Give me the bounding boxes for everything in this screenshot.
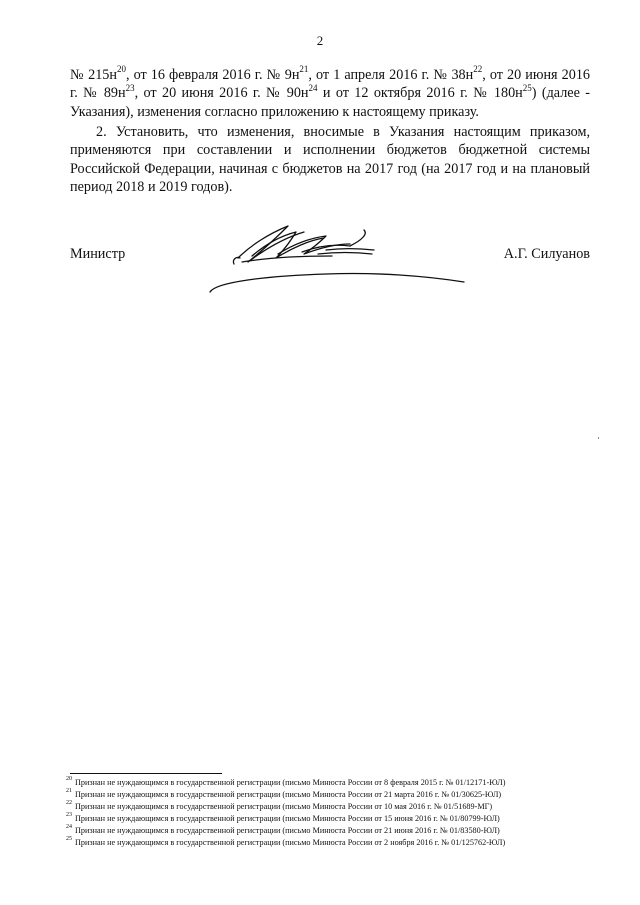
footnote-ref: 20 [116,64,126,75]
footnote-item [66,837,596,849]
footnote-item [66,825,596,837]
footnote-ref: 25 [522,82,532,93]
signature-image [206,210,468,302]
footnote-ref: 21 [299,64,309,75]
paragraph-text: , от 20 июня 2016 г. № 90н [134,85,309,102]
footnote-number: 23 [66,812,72,819]
footnote-number: 22 [66,800,72,807]
footnotes-list [66,777,596,849]
footnote-divider [70,773,222,774]
paragraph-text: ) (далее - Указания), изменения согласно приложению к настоящему приказу. [70,85,590,120]
footnote-item [66,789,596,801]
page-number: 2 [316,33,324,48]
footnote-number: 24 [66,824,72,831]
footnote-text: Признан не нуждающимся в государственной регистрации (письмо Минюста России от 21 июня 2016 г. № 01/83580-ЮЛ) [75,826,500,835]
paragraph-amendments [70,66,590,121]
margin-mark [598,437,599,439]
footnote-item [66,813,596,825]
paragraph-text: , от 1 апреля 2016 г. № 38н [308,67,474,83]
signatory-title: Министр [70,246,126,262]
signatory-name: А.Г. Силуанов [503,246,590,262]
paragraph-text: и от 12 октября 2016 г. № 180н [317,85,523,102]
footnote-text: Признан не нуждающимся в государственной регистрации (письмо Минюста России от 2 ноября 2016 г. № 01/125762-ЮЛ) [75,838,506,847]
footnote-number: 20 [66,776,72,783]
footnote-item [66,801,596,813]
footnote-ref: 23 [125,82,135,93]
paragraph-text: , от 20 июня 2016 г. № 89н [70,67,591,102]
footnote-text: Признан не нуждающимся в государственной регистрации (письмо Минюста России от 21 марта 2016 г. № 01/30625-ЮЛ) [75,790,502,799]
footnote-item [66,777,596,789]
footnote-text: Признан не нуждающимся в государственной регистрации (письмо Минюста России от 8 февраля 2015 г. № 01/12171-ЮЛ) [75,778,506,787]
footnote-text: Признан не нуждающимся в государственной регистрации (письмо Минюста России от 10 мая 2016 г. № 01/51689-МГ) [75,802,493,811]
footnote-text: Признан не нуждающимся в государственной регистрации (письмо Минюста России от 15 июня 2016 г. № 01/80799-ЮЛ) [75,814,500,823]
footnote-number: 25 [66,836,72,843]
paragraph-clause-2: 2. Установить, что изменения, вносимые в Указания настоящим приказом, применяются при составлении и исполнении бюджетов бюджетной системы Российской Федерации, начиная с бюджетов на 2017 год (на 2017 год и на плановый период 2018 и 2019 годов). [70,124,590,195]
footnote-ref: 24 [308,82,318,93]
footnote-number: 21 [66,788,72,795]
paragraph-text: , от 16 февраля 2016 г. № 9н [125,67,300,83]
footnote-ref: 22 [473,64,483,75]
paragraph-text: № 215н [70,67,117,83]
